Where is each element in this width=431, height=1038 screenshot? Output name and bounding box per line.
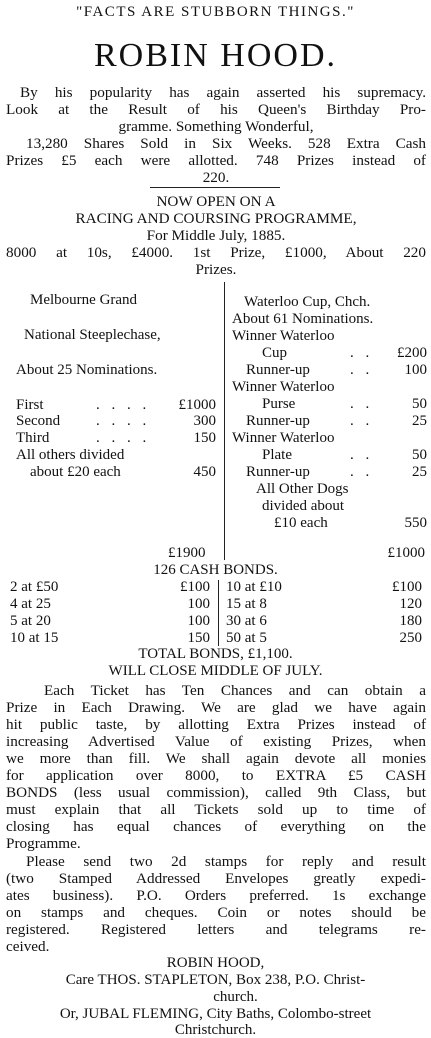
headline-title: ROBIN HOOD. — [94, 37, 337, 74]
body-line: registered. Registered letters and telegrams re- — [6, 921, 426, 938]
bond-amount: 100 — [187, 613, 210, 629]
intro-line: Look at the Result of his Queen's Birthday Pro- — [6, 101, 426, 118]
left-total: £1900 — [168, 545, 206, 561]
body-line: ates business). P.O. Orders preferred. 1s exchange — [6, 887, 426, 904]
winner-title: Winner Waterloo — [232, 379, 335, 395]
intro-line: By his popularity has again asserted his supremacy. — [20, 84, 426, 101]
announce-line: NOW OPEN ON A — [156, 193, 276, 210]
dogs-each: £10 each — [274, 515, 328, 531]
left-nominations: About 25 Nominations. — [16, 362, 158, 378]
prize-dots: . . — [350, 447, 374, 463]
prize-label: Second — [16, 413, 61, 429]
bond-label: 5 at 20 — [10, 613, 51, 629]
body-paragraph-2 — [6, 853, 426, 955]
body-line: must explain that all Tickets sold up to time of — [6, 801, 426, 818]
bond-row — [10, 630, 210, 647]
body-line: Programme. — [6, 835, 81, 852]
right-total: £1000 — [387, 545, 425, 561]
bonds-divider — [218, 580, 219, 646]
left-race-subtitle: National Steeplechase, — [24, 327, 161, 343]
bond-row — [10, 579, 210, 596]
body-line: Please send two 2d stamps for reply and result — [26, 853, 426, 870]
body-line: (two Stamped Addressed Envelopes greatly expedi- — [6, 870, 426, 887]
address-line: Care THOS. STAPLETON, Box 238, P.O. Christ- — [65, 972, 366, 988]
address-line: Or, JUBAL FLEMING, City Baths, Colombo-street — [59, 1006, 372, 1022]
intro-line: Prizes £5 each were allotted. 748 Prizes instead of — [6, 152, 426, 169]
bond-label: 10 at £10 — [226, 579, 282, 595]
bond-row — [226, 630, 422, 647]
left-race-title: Melbourne Grand — [30, 292, 138, 308]
prize-label: Third — [16, 430, 50, 446]
right-nominations: About 61 Nominations. — [232, 311, 374, 327]
left-prize-row — [16, 397, 216, 414]
bond-label: 30 at 6 — [226, 613, 267, 629]
bonds-title: 126 CASH BONDS. — [153, 562, 278, 578]
bond-amount: 150 — [187, 630, 210, 646]
prize-label: Cup — [262, 345, 288, 361]
body-line: on stamps and cheques. Coin or notes should be — [6, 904, 426, 921]
left-prize-row — [16, 430, 216, 447]
close-notice: WILL CLOSE MIDDLE OF JULY. — [108, 663, 323, 679]
prize-dots: . . . . — [96, 397, 151, 413]
body-line: ceived. — [6, 938, 50, 955]
bond-row — [226, 596, 422, 613]
announce-line: RACING AND COURSING PROGRAMME, — [75, 210, 357, 227]
bond-label: 50 at 5 — [226, 630, 267, 646]
body-line: hit public taste, by allotting Extra Prizes instead of — [6, 716, 426, 733]
bond-label: 2 at £50 — [10, 579, 59, 595]
prize-dots: . . — [350, 413, 374, 429]
dogs-divided: divided about — [262, 498, 345, 514]
others-row — [30, 464, 216, 481]
prize-amount: 300 — [193, 413, 216, 429]
bond-label: 15 at 8 — [226, 596, 267, 612]
address-line: church. — [213, 989, 258, 1005]
prize-dots: . . — [350, 396, 374, 412]
divider — [150, 187, 280, 188]
bond-label: 10 at 15 — [10, 630, 59, 646]
winner-title: Winner Waterloo — [232, 328, 335, 344]
prize-amount: 100 — [404, 362, 427, 378]
body-line: BONDS (less usual commission), called 9th Class, but — [6, 784, 426, 801]
prize-label: Plate — [262, 447, 292, 463]
prize-amount: £1000 — [178, 397, 216, 413]
prize-dots: . . . . — [96, 430, 151, 446]
bond-amount: 250 — [399, 630, 422, 646]
prize-dots: . . — [350, 464, 374, 480]
prize-label: Runner-up — [246, 413, 310, 429]
bond-amount: 120 — [399, 596, 422, 612]
prize-label: Purse — [262, 396, 296, 412]
left-prize-row — [16, 413, 216, 430]
body-paragraph-1 — [6, 682, 426, 852]
prize-amount: 150 — [193, 430, 216, 446]
prize-amount: 50 — [412, 396, 427, 412]
body-line: for application over 8000, to EXTRA £5 CASH — [6, 767, 426, 784]
prize-label: Runner-up — [246, 464, 310, 480]
prize-amount: 25 — [412, 413, 427, 429]
prize-label: Runner-up — [246, 362, 310, 378]
bond-row — [226, 613, 422, 630]
body-line: closing has equal chances of everything on the — [6, 818, 426, 835]
bond-amount: £100 — [180, 579, 210, 595]
announce-line: For Middle July, 1885. — [146, 227, 286, 244]
announce-line: 8000 at 10s, £4000. 1st Prize, £1000, About 220 — [6, 244, 426, 261]
bond-row — [10, 613, 210, 630]
intro-line: gramme. Something Wonderful, — [118, 118, 314, 135]
dogs-title: All Other Dogs — [256, 481, 349, 497]
prize-amount: £200 — [397, 345, 427, 361]
bonds-total: TOTAL BONDS, £1,100. — [138, 646, 293, 662]
bond-row — [10, 596, 210, 613]
bond-amount: £100 — [392, 579, 422, 595]
intro-paragraph — [6, 84, 426, 186]
dogs-amount: 550 — [404, 515, 427, 531]
motto: "FACTS ARE STUBBORN THINGS." — [76, 4, 355, 20]
others-line: All others divided — [16, 447, 125, 463]
prize-amount: 50 — [412, 447, 427, 463]
body-line: we more than fill. We shall again devote all monies — [6, 750, 426, 767]
prize-amount: 25 — [412, 464, 427, 480]
address-line: Christchurch. — [174, 1022, 257, 1038]
bond-amount: 100 — [187, 596, 210, 612]
announcement — [6, 193, 426, 278]
others-label: about £20 each — [30, 464, 121, 480]
intro-line: 220. — [202, 169, 230, 186]
body-line: Prize in Each Drawing. We are glad we have again — [6, 699, 426, 716]
column-divider — [224, 282, 225, 560]
prize-label: First — [16, 397, 44, 413]
bond-amount: 180 — [399, 613, 422, 629]
announce-line: Prizes. — [195, 261, 237, 278]
intro-line: 13,280 Shares Sold in Six Weeks. 528 Extra Cash — [26, 135, 426, 152]
bond-label: 4 at 25 — [10, 596, 51, 612]
prize-dots: . . — [350, 345, 374, 361]
winner-title: Winner Waterloo — [232, 430, 335, 446]
bond-row — [226, 579, 422, 596]
others-amount: 450 — [193, 464, 216, 480]
body-line: Each Ticket has Ten Chances and can obtain a — [44, 682, 426, 699]
prize-dots: . . — [350, 362, 374, 378]
body-line: increasing Advertised Value of existing Prizes, when — [6, 733, 426, 750]
prize-dots: . . . . — [96, 413, 151, 429]
right-race-title: Waterloo Cup, Chch. — [244, 294, 371, 310]
signature-name: ROBIN HOOD, — [166, 955, 265, 971]
